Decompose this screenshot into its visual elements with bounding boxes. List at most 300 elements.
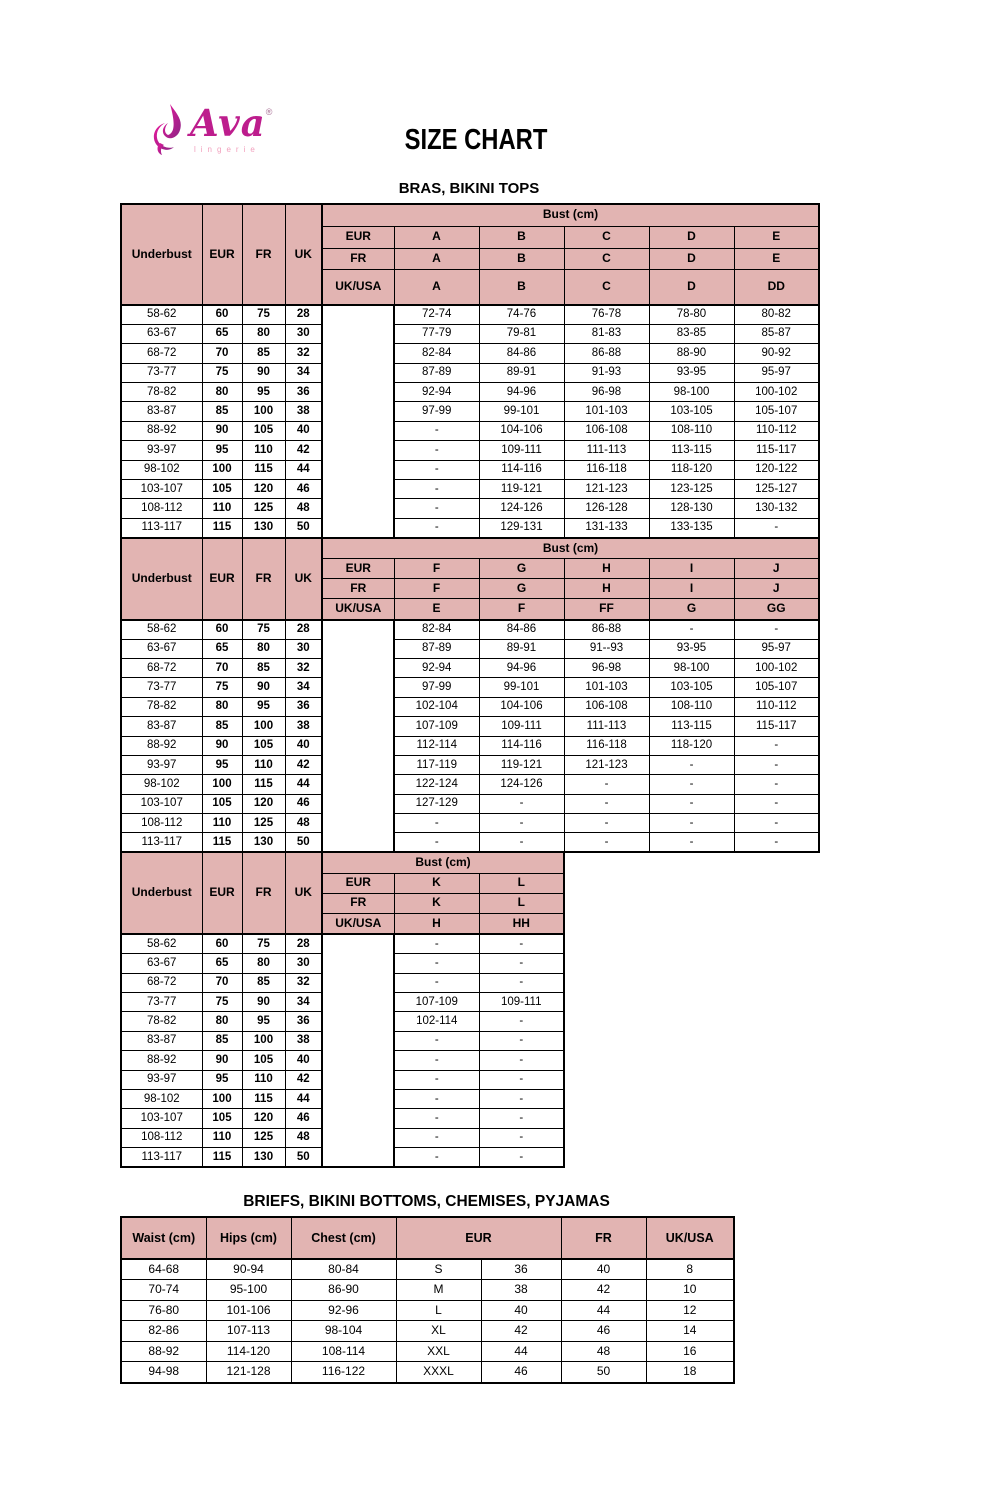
briefs-cell: 12: [646, 1300, 734, 1321]
fr-cell: 110: [242, 441, 285, 460]
briefs-header-eur: EUR: [396, 1217, 561, 1259]
bust-cell: 101-103: [564, 678, 649, 697]
eur-cell: 115: [202, 1148, 242, 1167]
bust-cell: -: [649, 794, 734, 813]
bust-cell: 113-115: [649, 717, 734, 736]
underbust-cell: 108-112: [121, 1128, 202, 1147]
bust-cell: -: [479, 1012, 564, 1031]
header-row-bust: [121, 204, 819, 226]
cup-size-label: D: [649, 248, 734, 269]
briefs-cell: 40: [561, 1259, 646, 1280]
fr-cell: 95: [242, 383, 285, 402]
bust-cell: 89-91: [479, 639, 564, 658]
size-row: [121, 658, 819, 677]
bust-cell: 74-76: [479, 305, 564, 324]
underbust-cell: 73-77: [121, 678, 202, 697]
eur-cell: 60: [202, 620, 242, 639]
bust-cell: 76-78: [564, 305, 649, 324]
briefs-header-uk-usa: UK/USA: [646, 1217, 734, 1259]
underbust-cell: 88-92: [121, 421, 202, 440]
underbust-cell: 83-87: [121, 402, 202, 421]
briefs-cell: 44: [561, 1300, 646, 1321]
eur-cell: 95: [202, 1070, 242, 1089]
bust-cm-header: Bust (cm): [322, 538, 819, 559]
briefs-cell: 16: [646, 1341, 734, 1362]
eur-cell: 100: [202, 1090, 242, 1109]
eur-cell: 100: [202, 460, 242, 479]
eur-cell: 65: [202, 324, 242, 343]
fr-cell: 75: [242, 305, 285, 324]
uk-cell: 32: [285, 658, 322, 677]
bust-cell: 80-82: [734, 305, 819, 324]
bust-cell: 111-113: [564, 717, 649, 736]
bust-cell: 110-112: [734, 697, 819, 716]
fr-cell: 110: [242, 755, 285, 774]
eur-cell: 115: [202, 518, 242, 537]
size-row: [121, 717, 819, 736]
uk-cell: 34: [285, 363, 322, 382]
brand-name: Ava: [190, 101, 266, 145]
briefs-cell: M: [396, 1280, 481, 1301]
bust-cell: -: [394, 934, 479, 953]
cup-size-label: J: [734, 579, 819, 599]
bust-cell: 86-88: [564, 620, 649, 639]
bust-cell: -: [394, 499, 479, 518]
bust-cell: -: [734, 518, 819, 537]
uk-cell: 38: [285, 402, 322, 421]
eur-cell: 70: [202, 344, 242, 363]
briefs-cell: 42: [561, 1280, 646, 1301]
spacer-cell: [322, 620, 394, 853]
cup-size-label: DD: [734, 269, 819, 305]
uk-cell: 30: [285, 954, 322, 973]
briefs-cell: 101-106: [206, 1300, 291, 1321]
bust-cell: 100-102: [734, 658, 819, 677]
eur-size-header: [202, 204, 242, 305]
bust-cell: 81-83: [564, 324, 649, 343]
bust-cell: -: [394, 973, 479, 992]
cup-system-label: FR: [322, 893, 394, 913]
fr-cell: 130: [242, 518, 285, 537]
eur-size-header: [202, 538, 242, 620]
cup-size-label: C: [564, 226, 649, 248]
eur-cell: 105: [202, 794, 242, 813]
fr-cell: 100: [242, 1031, 285, 1050]
uk-cell: 42: [285, 1070, 322, 1089]
eur-cell: 85: [202, 717, 242, 736]
fr-cell: 120: [242, 1109, 285, 1128]
fr-cell: 125: [242, 499, 285, 518]
bust-cell: -: [394, 833, 479, 852]
bust-cell: -: [479, 934, 564, 953]
size-row: [121, 775, 819, 794]
briefs-size-row: [121, 1280, 734, 1301]
bust-cell: 103-105: [649, 402, 734, 421]
underbust-cell: 63-67: [121, 324, 202, 343]
size-row: [121, 697, 819, 716]
uk-cell: 44: [285, 460, 322, 479]
bust-cell: 115-117: [734, 717, 819, 736]
bust-cell: 98-100: [649, 383, 734, 402]
bust-cell: 92-94: [394, 658, 479, 677]
cup-system-label: EUR: [322, 226, 394, 248]
fr-cell: 105: [242, 736, 285, 755]
bust-cell: -: [394, 518, 479, 537]
bust-cell: 109-111: [479, 717, 564, 736]
brand-subtitle: lingerie: [194, 145, 260, 154]
bust-cell: 96-98: [564, 383, 649, 402]
size-row: [121, 499, 819, 518]
underbust-cell: 113-117: [121, 518, 202, 537]
bust-cell: 84-86: [479, 344, 564, 363]
fr-size-header: FR: [242, 538, 285, 620]
underbust-cell: 83-87: [121, 717, 202, 736]
underbust-cell: 73-77: [121, 363, 202, 382]
bust-cell: 103-105: [649, 678, 734, 697]
briefs-cell: 82-86: [121, 1321, 206, 1342]
cup-size-label: C: [564, 269, 649, 305]
underbust-cell: 113-117: [121, 833, 202, 852]
briefs-cell: 107-113: [206, 1321, 291, 1342]
underbust-cell: 68-72: [121, 973, 202, 992]
briefs-cell: 108-114: [291, 1341, 396, 1362]
eur-cell: 80: [202, 697, 242, 716]
uk-cell: 36: [285, 1012, 322, 1031]
underbust-cell: 58-62: [121, 934, 202, 953]
bust-cell: 122-124: [394, 775, 479, 794]
fr-cell: 110: [242, 1070, 285, 1089]
eur-cell: 95: [202, 441, 242, 460]
bust-cell: 101-103: [564, 402, 649, 421]
fr-cell: 115: [242, 460, 285, 479]
underbust-cell: 78-82: [121, 1012, 202, 1031]
uk-cell: 48: [285, 1128, 322, 1147]
underbust-cell: 63-67: [121, 954, 202, 973]
cup-size-label: H: [564, 559, 649, 579]
eur-cell: 60: [202, 934, 242, 953]
bust-cell: -: [394, 1051, 479, 1070]
eur-size-header-label: EUR: [209, 885, 235, 900]
underbust-header: Underbust: [121, 538, 202, 620]
bust-cell: 91--93: [564, 639, 649, 658]
bust-cell: 128-130: [649, 499, 734, 518]
uk-cell: 28: [285, 620, 322, 639]
bust-cell: -: [479, 1070, 564, 1089]
underbust-header: Underbust: [121, 204, 202, 305]
eur-cell: 70: [202, 658, 242, 677]
cup-system-label: UK/USA: [322, 269, 394, 305]
size-row: [121, 833, 819, 852]
fr-cell: 75: [242, 620, 285, 639]
fr-cell: 105: [242, 1051, 285, 1070]
uk-cell: 28: [285, 934, 322, 953]
cup-system-label: UK/USA: [322, 599, 394, 620]
size-row: [121, 421, 819, 440]
uk-cell: 34: [285, 678, 322, 697]
bust-cell: -: [734, 794, 819, 813]
bust-cell: -: [564, 775, 649, 794]
bust-cell: -: [734, 775, 819, 794]
size-row: [121, 460, 819, 479]
bust-cell: -: [394, 460, 479, 479]
bust-cell: 119-121: [479, 755, 564, 774]
bust-cell: 120-122: [734, 460, 819, 479]
uk-cell: 40: [285, 736, 322, 755]
underbust-cell: 103-107: [121, 480, 202, 499]
cup-size-label: H: [564, 579, 649, 599]
briefs-cell: L: [396, 1300, 481, 1321]
eur-size-header-label: EUR: [209, 570, 235, 585]
fr-cell: 80: [242, 324, 285, 343]
briefs-cell: 90-94: [206, 1259, 291, 1280]
bust-cell: -: [479, 1148, 564, 1167]
eur-size-header: [202, 852, 242, 934]
fr-cell: 130: [242, 1148, 285, 1167]
bust-cell: 108-110: [649, 697, 734, 716]
cup-system-label: UK/USA: [322, 913, 394, 934]
size-row: [121, 518, 819, 537]
bust-cell: 87-89: [394, 639, 479, 658]
eur-cell: 110: [202, 1128, 242, 1147]
eur-cell: 90: [202, 1051, 242, 1070]
briefs-cell: 64-68: [121, 1259, 206, 1280]
briefs-header-waist-cm: Waist (cm): [121, 1217, 206, 1259]
underbust-cell: 88-92: [121, 736, 202, 755]
eur-cell: 105: [202, 1109, 242, 1128]
briefs-cell: 114-120: [206, 1341, 291, 1362]
bust-cell: 106-108: [564, 421, 649, 440]
bust-cell: -: [394, 1031, 479, 1050]
eur-cell: 90: [202, 736, 242, 755]
bust-cell: -: [649, 755, 734, 774]
briefs-cell: XL: [396, 1321, 481, 1342]
bust-cell: 130-132: [734, 499, 819, 518]
bust-cell: 102-114: [394, 1012, 479, 1031]
bust-cell: 131-133: [564, 518, 649, 537]
bust-cell: 106-108: [564, 697, 649, 716]
bust-cell: 118-120: [649, 460, 734, 479]
size-row: [121, 305, 819, 324]
eur-cell: 85: [202, 1031, 242, 1050]
cup-size-label: HH: [479, 913, 564, 934]
bust-cell: 90-92: [734, 344, 819, 363]
bust-cell: 112-114: [394, 736, 479, 755]
uk-cell: 30: [285, 639, 322, 658]
bust-cell: -: [394, 480, 479, 499]
bust-cell: 107-109: [394, 717, 479, 736]
bust-cell: 95-97: [734, 639, 819, 658]
uk-cell: 46: [285, 794, 322, 813]
cup-size-label: F: [394, 559, 479, 579]
bust-cell: -: [734, 755, 819, 774]
cup-size-label: E: [734, 226, 819, 248]
eur-cell: 75: [202, 678, 242, 697]
uk-cell: 32: [285, 973, 322, 992]
briefs-cell: 42: [481, 1321, 561, 1342]
bust-cell: 126-128: [564, 499, 649, 518]
bust-cell: 104-106: [479, 421, 564, 440]
underbust-cell: 98-102: [121, 460, 202, 479]
bust-cell: -: [649, 833, 734, 852]
bust-cell: -: [734, 736, 819, 755]
briefs-size-row: [121, 1341, 734, 1362]
eur-cell: 90: [202, 421, 242, 440]
uk-size-header: UK: [285, 204, 322, 305]
size-row: [121, 639, 819, 658]
underbust-cell: 58-62: [121, 620, 202, 639]
underbust-cell: 98-102: [121, 775, 202, 794]
eur-cell: 85: [202, 402, 242, 421]
uk-cell: 42: [285, 441, 322, 460]
bust-cell: 83-85: [649, 324, 734, 343]
bust-cell: 97-99: [394, 402, 479, 421]
bust-cell: -: [394, 1109, 479, 1128]
eur-cell: 80: [202, 1012, 242, 1031]
bust-cell: 115-117: [734, 441, 819, 460]
size-row: [121, 755, 819, 774]
bras-section-title: BRAS, BIKINI TOPS: [398, 180, 540, 197]
bust-cell: 96-98: [564, 658, 649, 677]
eur-cell: 60: [202, 305, 242, 324]
cup-size-label: B: [479, 248, 564, 269]
briefs-cell: S: [396, 1259, 481, 1280]
underbust-cell: 93-97: [121, 755, 202, 774]
bust-cell: -: [734, 620, 819, 639]
underbust-cell: 108-112: [121, 814, 202, 833]
uk-size-header: UK: [285, 538, 322, 620]
briefs-cell: 98-104: [291, 1321, 396, 1342]
size-row: [121, 383, 819, 402]
eur-cell: 105: [202, 480, 242, 499]
fr-cell: 90: [242, 678, 285, 697]
underbust-cell: 83-87: [121, 1031, 202, 1050]
fr-cell: 105: [242, 421, 285, 440]
bust-cell: 94-96: [479, 658, 564, 677]
header-row-bust: [121, 852, 564, 873]
cup-size-label: L: [479, 893, 564, 913]
bust-cell: 113-115: [649, 441, 734, 460]
uk-cell: 44: [285, 775, 322, 794]
bra-size-table-3: [120, 851, 565, 1168]
cup-size-label: A: [394, 248, 479, 269]
uk-cell: 40: [285, 1051, 322, 1070]
bust-cell: -: [734, 833, 819, 852]
briefs-section-title: BRIEFS, BIKINI BOTTOMS, CHEMISES, PYJAMAS: [243, 1193, 610, 1210]
underbust-cell: 93-97: [121, 441, 202, 460]
uk-cell: 48: [285, 814, 322, 833]
spacer-cell: [322, 305, 394, 538]
bust-cell: 124-126: [479, 499, 564, 518]
cup-system-label: EUR: [322, 873, 394, 893]
bust-cell: -: [479, 1090, 564, 1109]
fr-cell: 100: [242, 717, 285, 736]
bust-cell: -: [479, 833, 564, 852]
bust-cell: -: [479, 794, 564, 813]
cup-size-label: K: [394, 893, 479, 913]
cup-size-label: C: [564, 248, 649, 269]
cup-size-label: F: [394, 579, 479, 599]
fr-cell: 95: [242, 1012, 285, 1031]
uk-cell: 50: [285, 518, 322, 537]
uk-cell: 44: [285, 1090, 322, 1109]
bust-cell: 93-95: [649, 363, 734, 382]
eur-cell: 100: [202, 775, 242, 794]
bust-cell: 108-110: [649, 421, 734, 440]
fr-cell: 80: [242, 639, 285, 658]
bust-cell: 99-101: [479, 678, 564, 697]
bust-cell: -: [394, 1148, 479, 1167]
briefs-header-row: [121, 1217, 734, 1259]
fr-cell: 90: [242, 993, 285, 1012]
cup-size-label: G: [649, 599, 734, 620]
underbust-cell: 68-72: [121, 344, 202, 363]
briefs-cell: 121-128: [206, 1362, 291, 1383]
bust-cell: 85-87: [734, 324, 819, 343]
bust-cell: 72-74: [394, 305, 479, 324]
bust-cell: 129-131: [479, 518, 564, 537]
briefs-cell: 48: [561, 1341, 646, 1362]
cup-size-label: F: [479, 599, 564, 620]
bust-cell: 82-84: [394, 344, 479, 363]
fr-cell: 125: [242, 1128, 285, 1147]
bust-cell: 119-121: [479, 480, 564, 499]
uk-cell: 42: [285, 755, 322, 774]
cup-size-label: J: [734, 559, 819, 579]
uk-cell: 46: [285, 480, 322, 499]
cup-size-label: GG: [734, 599, 819, 620]
bust-cell: 111-113: [564, 441, 649, 460]
bust-cell: 87-89: [394, 363, 479, 382]
cup-size-label: I: [649, 579, 734, 599]
size-row: [121, 794, 819, 813]
cup-system-label: FR: [322, 579, 394, 599]
fr-size-header: FR: [242, 204, 285, 305]
briefs-cell: 8: [646, 1259, 734, 1280]
briefs-cell: 46: [481, 1362, 561, 1383]
fr-cell: 80: [242, 954, 285, 973]
bust-cell: 105-107: [734, 402, 819, 421]
underbust-cell: 103-107: [121, 794, 202, 813]
briefs-cell: 95-100: [206, 1280, 291, 1301]
bust-cm-header: Bust (cm): [322, 852, 564, 873]
underbust-cell: 58-62: [121, 305, 202, 324]
underbust-cell: 103-107: [121, 1109, 202, 1128]
size-row: [121, 678, 819, 697]
bust-cell: 92-94: [394, 383, 479, 402]
underbust-cell: 98-102: [121, 1090, 202, 1109]
uk-cell: 50: [285, 833, 322, 852]
bra-size-table-1: [120, 203, 820, 539]
bust-cell: 127-129: [394, 794, 479, 813]
bra-size-tables: [120, 203, 820, 1168]
size-row: [121, 814, 819, 833]
eur-cell: 75: [202, 363, 242, 382]
bust-cell: 95-97: [734, 363, 819, 382]
bust-cell: 82-84: [394, 620, 479, 639]
briefs-cell: 116-122: [291, 1362, 396, 1383]
bust-cell: 110-112: [734, 421, 819, 440]
briefs-cell: 88-92: [121, 1341, 206, 1362]
briefs-cell: 76-80: [121, 1300, 206, 1321]
size-row: [121, 736, 819, 755]
registered-mark: ®: [265, 107, 273, 117]
size-row: [121, 344, 819, 363]
bust-cell: -: [649, 775, 734, 794]
briefs-cell: 18: [646, 1362, 734, 1383]
underbust-cell: 78-82: [121, 697, 202, 716]
uk-cell: 50: [285, 1148, 322, 1167]
bust-cell: -: [394, 1128, 479, 1147]
